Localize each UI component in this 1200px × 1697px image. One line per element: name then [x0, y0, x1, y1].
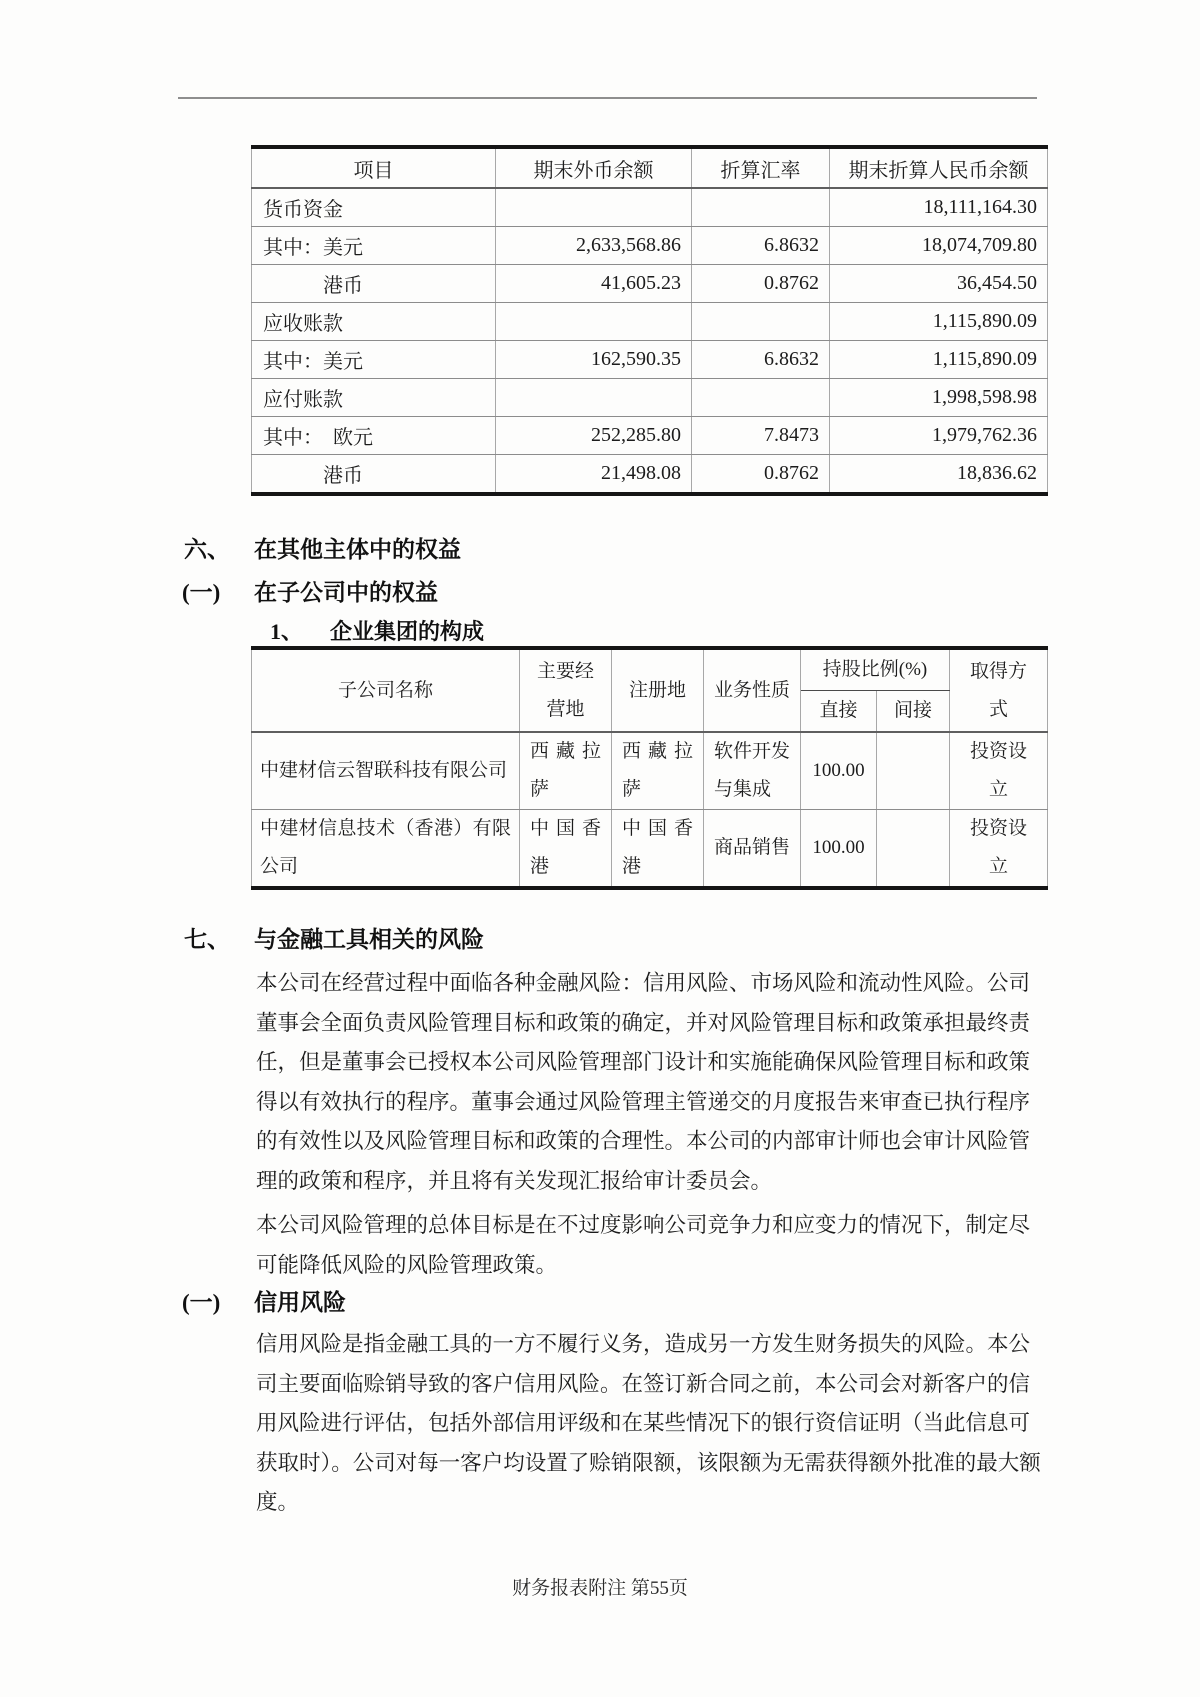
currency-table-body — [252, 188, 1048, 494]
subsidiary-table — [251, 646, 1048, 890]
text-line: 可能降低风险的风险管理政策。 — [256, 1252, 558, 1277]
section-heading-group-composition — [270, 618, 484, 646]
subsidiary-table-body — [252, 732, 1048, 888]
paragraph-risk-overview — [256, 964, 1038, 1201]
cell-registered-place: 西藏拉萨 — [612, 732, 704, 810]
col-header-direct: 直接 — [801, 691, 877, 733]
cell-rmb: 18,074,709.80 — [830, 227, 1048, 265]
cell-rmb: 1,979,762.36 — [830, 417, 1048, 455]
section-title: 与金融工具相关的风险 — [254, 927, 484, 952]
cell-foreign — [496, 303, 692, 341]
cell-item: 货币资金 — [252, 188, 496, 227]
text-line: 董事会全面负责风险管理目标和政策的确定，并对风险管理目标和政策承担最终责 — [256, 1010, 1031, 1035]
cell-item: 其中： 欧元 — [252, 417, 496, 455]
cell-acquisition-method: 投资设立 — [950, 810, 1048, 889]
cell-rate: 0.8762 — [692, 265, 830, 303]
section-heading-six-sub — [182, 579, 438, 607]
cell-item: 应收账款 — [252, 303, 496, 341]
text-line: 获取时）。公司对每一客户均设置了赊销限额，该限额为无需获得额外批准的最大额 — [256, 1450, 1041, 1475]
subsidiary-table-header — [252, 648, 1048, 732]
paragraph-credit-risk — [256, 1325, 1041, 1523]
cell-rmb: 1,998,598.98 — [830, 379, 1048, 417]
cell-business-nature: 商品销售 — [704, 810, 801, 889]
cell-indirect-ratio — [877, 810, 950, 889]
col-header-acquisition-method: 取得方式 — [950, 648, 1048, 732]
cell-rmb: 36,454.50 — [830, 265, 1048, 303]
text-line: 的有效性以及风险管理目标和政策的合理性。本公司的内部审计师也会审计风险管 — [256, 1129, 1031, 1153]
cell-business-nature: 软件开发与集成 — [704, 732, 801, 810]
table-row — [252, 455, 1048, 495]
text-line: 理的政策和程序，并且将有关发现汇报给审计委员会。 — [256, 1168, 773, 1193]
cell-subsidiary-name: 中建材信息技术（香港）有限公司 — [252, 810, 520, 889]
cell-registered-place: 中国香港 — [612, 810, 704, 889]
table-row — [252, 227, 1048, 265]
cell-foreign — [496, 188, 692, 227]
col-header-item: 项目 — [252, 147, 496, 188]
text-line: 本公司在经营过程中面临各种金融风险：信用风险、市场风险和流动性风险。公司 — [256, 971, 1031, 995]
text-line: 司主要面临赊销导致的客户信用风险。在签订新合同之前，本公司会对新客户的信 — [256, 1371, 1031, 1396]
table-row — [252, 732, 1048, 810]
cell-rate: 6.8632 — [692, 227, 830, 265]
cell-item: 其中：美元 — [252, 227, 496, 265]
cell-rate — [692, 188, 830, 227]
cell-foreign: 41,605.23 — [496, 265, 692, 303]
cell-item: 其中：美元 — [252, 341, 496, 379]
cell-main-operating-place: 中国香港 — [520, 810, 612, 889]
col-header-rmb-balance: 期末折算人民币余额 — [830, 147, 1048, 188]
table-row — [252, 341, 1048, 379]
text-line: 度。 — [256, 1490, 300, 1514]
text-line: 任，但是董事会已授权本公司风险管理部门设计和实施能确保风险管理目标和政策 — [256, 1050, 1031, 1074]
currency-table-header — [252, 147, 1048, 188]
cell-rmb: 18,111,164.30 — [830, 188, 1048, 227]
header-row — [252, 648, 1048, 691]
section-title: 在其他主体中的权益 — [254, 537, 461, 562]
cell-foreign: 2,633,568.86 — [496, 227, 692, 265]
paragraph-risk-goal — [256, 1206, 1038, 1285]
section-title: 企业集团的构成 — [330, 619, 485, 644]
cell-rate: 0.8762 — [692, 455, 830, 495]
cell-subsidiary-name: 中建材信云智联科技有限公司 — [252, 732, 520, 810]
col-header-shareholding-ratio: 持股比例(%) — [801, 648, 950, 691]
col-header-foreign-balance: 期末外币余额 — [496, 147, 692, 188]
section-heading-seven — [184, 926, 484, 954]
section-number: 1、 — [270, 619, 304, 644]
header-rule — [178, 97, 1037, 99]
page-footer: 财务报表附注 第55页 — [512, 1578, 688, 1599]
table-row — [252, 810, 1048, 889]
cell-item: 港币 — [252, 265, 496, 303]
col-header-indirect: 间接 — [877, 691, 950, 733]
text-line: 用风险进行评估，包括外部信用评级和在某些情况下的银行资信证明（当此信息可 — [256, 1411, 1031, 1435]
table-row — [252, 417, 1048, 455]
section-title: 在子公司中的权益 — [254, 580, 438, 605]
cell-rate: 6.8632 — [692, 341, 830, 379]
cell-rmb: 1,115,890.09 — [830, 341, 1048, 379]
section-number: 六、 — [184, 537, 230, 562]
cell-foreign: 162,590.35 — [496, 341, 692, 379]
text-line: 得以有效执行的程序。董事会通过风险管理主管递交的月度报告来审查已执行程序 — [256, 1089, 1031, 1114]
table-row — [252, 379, 1048, 417]
cell-item: 应付账款 — [252, 379, 496, 417]
col-header-subsidiary-name: 子公司名称 — [252, 648, 520, 732]
cell-rate — [692, 303, 830, 341]
col-header-rate: 折算汇率 — [692, 147, 830, 188]
cell-acquisition-method: 投资设立 — [950, 732, 1048, 810]
cell-indirect-ratio — [877, 732, 950, 810]
cell-foreign: 252,285.80 — [496, 417, 692, 455]
section-heading-credit-risk — [182, 1289, 346, 1317]
cell-rmb: 18,836.62 — [830, 455, 1048, 495]
section-heading-six — [184, 536, 461, 564]
cell-item: 港币 — [252, 455, 496, 495]
text-line: 本公司风险管理的总体目标是在不过度影响公司竞争力和应变力的情况下，制定尽 — [256, 1213, 1031, 1237]
cell-foreign: 21,498.08 — [496, 455, 692, 495]
section-number: (一) — [182, 1290, 221, 1315]
cell-rate — [692, 379, 830, 417]
section-number: 七、 — [184, 927, 230, 952]
cell-rate: 7.8473 — [692, 417, 830, 455]
header-row — [252, 147, 1048, 188]
cell-foreign — [496, 379, 692, 417]
section-title: 信用风险 — [254, 1290, 346, 1315]
text-line: 信用风险是指金融工具的一方不履行义务，造成另一方发生财务损失的风险。本公 — [256, 1332, 1031, 1356]
table-row — [252, 303, 1048, 341]
table-row — [252, 265, 1048, 303]
cell-direct-ratio: 100.00 — [801, 732, 877, 810]
col-header-main-operating-place: 主要经营地 — [520, 648, 612, 732]
table-row — [252, 188, 1048, 227]
section-number: (一) — [182, 580, 221, 605]
cell-main-operating-place: 西藏拉萨 — [520, 732, 612, 810]
col-header-business-nature: 业务性质 — [704, 648, 801, 732]
cell-direct-ratio: 100.00 — [801, 810, 877, 889]
col-header-registered-place: 注册地 — [612, 648, 704, 732]
cell-rmb: 1,115,890.09 — [830, 303, 1048, 341]
currency-balance-table — [251, 145, 1048, 496]
